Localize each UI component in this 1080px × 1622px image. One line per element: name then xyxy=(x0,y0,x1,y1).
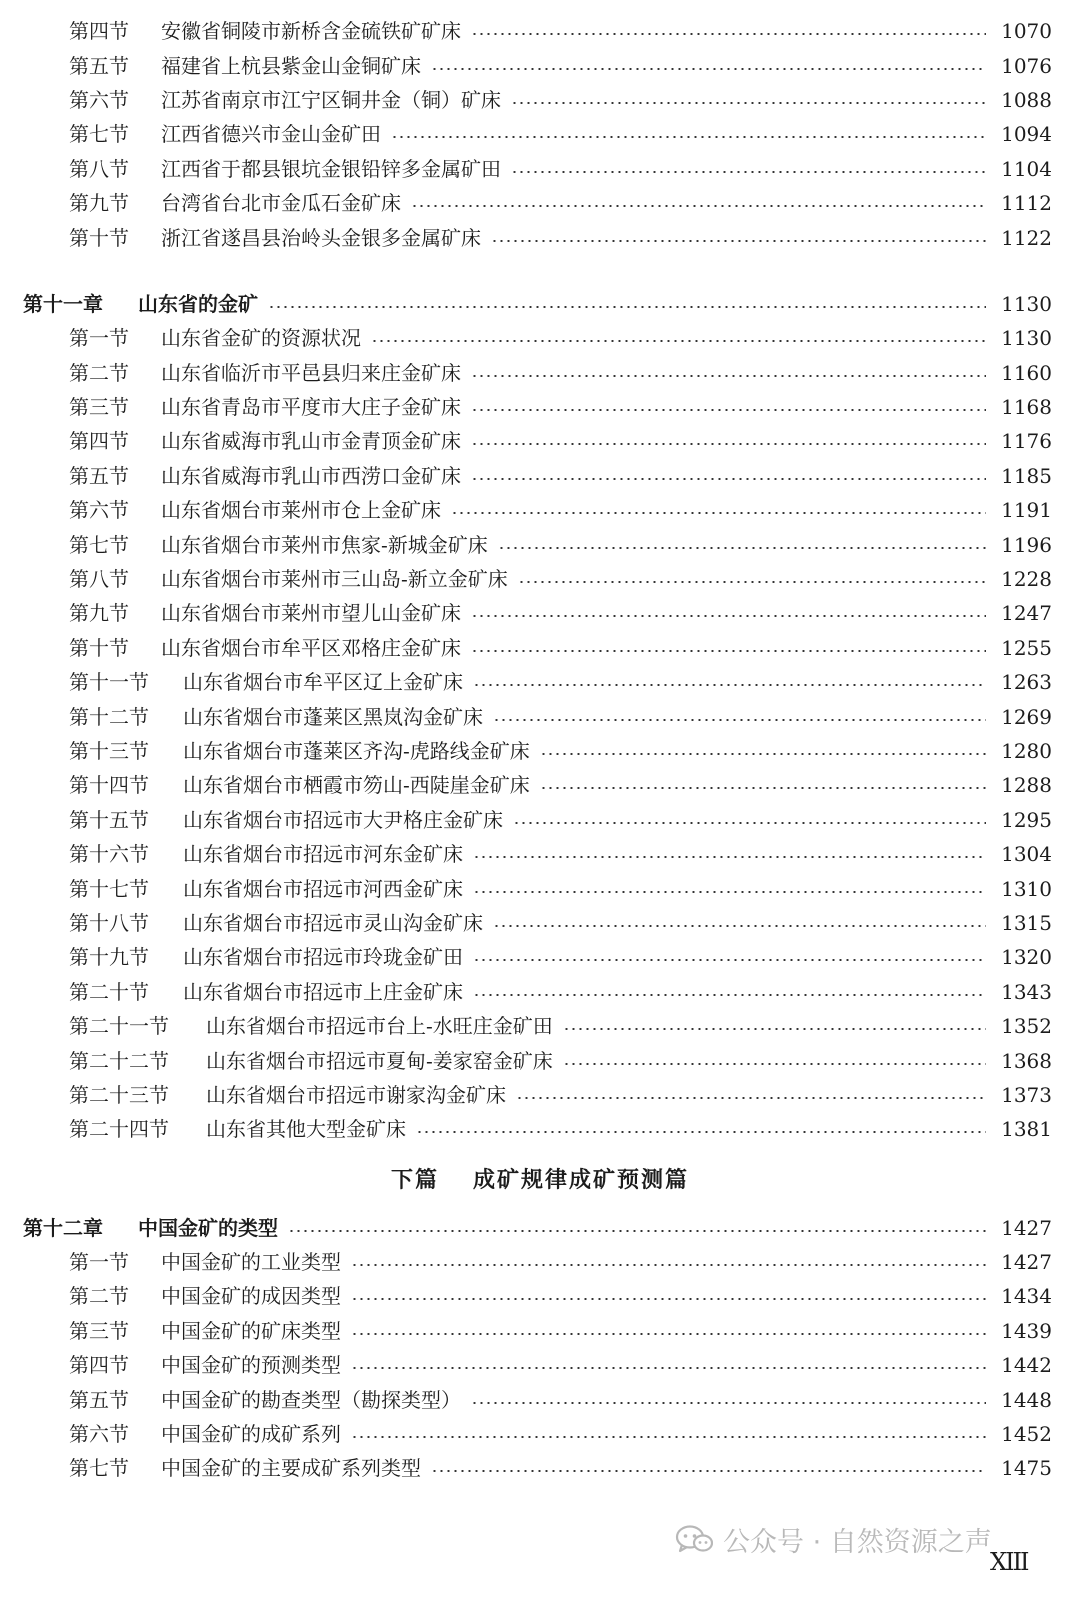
toc-entry[interactable] xyxy=(0,1279,1080,1313)
dot-leader xyxy=(411,205,986,207)
entry-title: 中国金矿的成因类型 xyxy=(161,1284,341,1309)
entry-page: 1439 xyxy=(1001,1318,1052,1343)
toc-entry[interactable] xyxy=(0,871,1080,905)
toc-entry[interactable] xyxy=(0,768,1080,802)
watermark xyxy=(675,1514,992,1564)
entry-number: 第五节 xyxy=(69,463,129,488)
chapter-title: 山东省的金矿 xyxy=(138,291,258,316)
entry-page: 1448 xyxy=(1001,1387,1052,1412)
entry-number: 第二十一节 xyxy=(69,1014,169,1039)
toc-entry[interactable] xyxy=(0,1245,1080,1279)
toc-entry[interactable] xyxy=(0,665,1080,699)
entry-title: 中国金矿的预测类型 xyxy=(161,1353,341,1378)
dot-leader xyxy=(513,822,986,824)
dot-leader xyxy=(416,1131,986,1133)
entry-number: 第七节 xyxy=(69,532,129,557)
table-of-contents xyxy=(0,14,1080,1486)
dot-leader xyxy=(351,1264,986,1266)
entry-page: 1352 xyxy=(1001,1014,1052,1039)
entry-title: 江西省德兴市金山金矿田 xyxy=(161,122,381,147)
entry-number: 第七节 xyxy=(69,122,129,147)
dot-leader xyxy=(511,102,986,104)
dot-leader xyxy=(511,171,986,173)
entry-number: 第六节 xyxy=(69,1422,129,1447)
entry-title: 山东省烟台市牟平区辽上金矿床 xyxy=(183,670,463,695)
dot-leader xyxy=(473,994,986,996)
toc-entry[interactable] xyxy=(0,1009,1080,1043)
entry-number: 第二十二节 xyxy=(69,1048,169,1073)
entry-number: 第九节 xyxy=(69,601,129,626)
toc-entry[interactable] xyxy=(0,631,1080,665)
entry-title: 山东省烟台市招远市河西金矿床 xyxy=(183,876,463,901)
entry-page: 1310 xyxy=(1001,876,1052,901)
dot-leader xyxy=(563,1028,986,1030)
entry-page: 1196 xyxy=(1001,532,1052,557)
entry-number: 第四节 xyxy=(69,429,129,454)
entry-title: 山东省烟台市招远市夏甸-姜家窑金矿床 xyxy=(206,1048,553,1073)
entry-number: 第十节 xyxy=(69,225,129,250)
entry-title: 山东省烟台市牟平区邓格庄金矿床 xyxy=(161,635,461,660)
entry-number: 第八节 xyxy=(69,156,129,181)
toc-entry[interactable] xyxy=(0,1078,1080,1112)
dot-leader xyxy=(471,650,986,652)
dot-leader xyxy=(431,1470,986,1472)
entry-page: 1434 xyxy=(1001,1284,1052,1309)
toc-entry[interactable] xyxy=(0,152,1080,186)
entry-number: 第四节 xyxy=(69,19,129,44)
entry-title: 浙江省遂昌县治岭头金银多金属矿床 xyxy=(161,225,481,250)
entry-number: 第十六节 xyxy=(69,842,149,867)
entry-title: 山东省烟台市招远市上庄金矿床 xyxy=(183,979,463,1004)
section-list-block5 xyxy=(0,1245,1080,1486)
entry-title: 山东省威海市乳山市西涝口金矿床 xyxy=(161,463,461,488)
toc-entry[interactable] xyxy=(0,493,1080,527)
entry-page: 1427 xyxy=(1001,1250,1052,1275)
entry-title: 山东省金矿的资源状况 xyxy=(161,326,361,351)
toc-entry[interactable] xyxy=(0,1417,1080,1451)
entry-title: 山东省烟台市蓬莱区齐沟-虎路线金矿床 xyxy=(183,739,530,763)
toc-entry[interactable] xyxy=(0,117,1080,151)
dot-leader xyxy=(493,925,986,927)
entry-number: 第三节 xyxy=(69,395,129,420)
entry-page: 1176 xyxy=(1001,429,1052,454)
entry-page: 1088 xyxy=(1001,87,1052,112)
dot-leader xyxy=(471,443,986,445)
entry-title: 江苏省南京市江宁区铜井金（铜）矿床 xyxy=(161,87,501,112)
toc-entry[interactable] xyxy=(0,1043,1080,1077)
toc-entry[interactable] xyxy=(0,1348,1080,1382)
dot-leader xyxy=(516,1097,986,1099)
entry-number: 第十七节 xyxy=(69,876,149,901)
entry-number: 第十八节 xyxy=(69,910,149,935)
page-number: XIII xyxy=(990,1548,1028,1576)
entry-number: 第二十四节 xyxy=(69,1117,169,1142)
entry-title: 中国金矿的矿床类型 xyxy=(161,1318,341,1343)
toc-entry[interactable] xyxy=(0,1314,1080,1348)
toc-entry[interactable] xyxy=(0,14,1080,48)
entry-title: 山东省烟台市莱州市仓上金矿床 xyxy=(161,498,441,523)
dot-leader xyxy=(371,340,986,342)
dot-leader xyxy=(473,684,986,686)
entry-page: 1373 xyxy=(1001,1082,1052,1107)
entry-number: 第十五节 xyxy=(69,807,149,832)
entry-page: 1368 xyxy=(1001,1048,1052,1073)
chapter-title: 中国金矿的类型 xyxy=(138,1215,278,1240)
entry-page: 1112 xyxy=(1001,191,1052,216)
entry-title: 山东省其他大型金矿床 xyxy=(206,1117,406,1142)
section-list-block3 xyxy=(0,665,1080,1009)
toc-entry[interactable] xyxy=(0,596,1080,630)
section-list-block1 xyxy=(0,14,1080,255)
entry-number: 第一节 xyxy=(69,326,129,351)
entry-title: 山东省烟台市招远市灵山沟金矿床 xyxy=(183,910,483,935)
entry-title: 山东省烟台市莱州市焦家-新城金矿床 xyxy=(161,532,488,557)
dot-leader xyxy=(518,581,986,583)
entry-number: 第二十三节 xyxy=(69,1082,169,1107)
dot-leader xyxy=(540,787,986,789)
entry-title: 山东省烟台市招远市河东金矿床 xyxy=(183,842,463,867)
toc-entry[interactable] xyxy=(0,83,1080,117)
chapter-page: 1427 xyxy=(1001,1215,1052,1240)
entry-number: 第十二节 xyxy=(69,704,149,729)
dot-leader xyxy=(288,1230,986,1232)
dot-leader xyxy=(498,547,986,549)
entry-number: 第四节 xyxy=(69,1353,129,1378)
section-list-block4 xyxy=(0,1009,1080,1147)
toc-entry[interactable] xyxy=(0,837,1080,871)
dot-leader xyxy=(471,33,986,35)
entry-title: 山东省威海市乳山市金青顶金矿床 xyxy=(161,429,461,454)
entry-title: 山东省烟台市招远市谢家沟金矿床 xyxy=(206,1082,506,1107)
chapter-number: 第十二章 xyxy=(23,1215,103,1240)
dot-leader xyxy=(471,1402,986,1404)
dot-leader xyxy=(351,1298,986,1300)
toc-entry[interactable] xyxy=(0,186,1080,220)
entry-page: 1076 xyxy=(1001,53,1052,78)
dot-leader xyxy=(493,719,986,721)
entry-page: 1381 xyxy=(1001,1117,1052,1142)
toc-entry[interactable] xyxy=(0,390,1080,424)
entry-page: 1280 xyxy=(1001,739,1052,763)
entry-page: 1288 xyxy=(1001,773,1052,798)
dot-leader xyxy=(471,375,986,377)
toc-entry[interactable] xyxy=(0,220,1080,254)
entry-number: 第六节 xyxy=(69,498,129,523)
entry-page: 1343 xyxy=(1001,979,1052,1004)
entry-page: 1269 xyxy=(1001,704,1052,729)
entry-page: 1122 xyxy=(1001,225,1052,250)
entry-number: 第五节 xyxy=(69,53,129,78)
toc-entry[interactable] xyxy=(0,1382,1080,1416)
spacer xyxy=(0,255,1080,287)
entry-title: 中国金矿的主要成矿系列类型 xyxy=(161,1456,421,1481)
dot-leader xyxy=(563,1063,986,1065)
entry-title: 中国金矿的勘查类型（勘探类型） xyxy=(161,1387,461,1412)
entry-number: 第十三节 xyxy=(69,739,149,763)
entry-number: 第七节 xyxy=(69,1456,129,1481)
dot-leader xyxy=(431,68,986,70)
dot-leader xyxy=(391,136,986,138)
entry-title: 山东省烟台市招远市台上-水旺庄金矿田 xyxy=(206,1014,553,1039)
part-label: 下篇 xyxy=(390,1167,439,1193)
dot-leader xyxy=(351,1333,986,1335)
entry-title: 山东省青岛市平度市大庄子金矿床 xyxy=(161,395,461,420)
part-heading xyxy=(0,1147,1080,1211)
chapter-number: 第十一章 xyxy=(23,291,103,316)
section-list-block2 xyxy=(0,321,1080,665)
wechat-icon xyxy=(675,1524,713,1554)
toc-entry[interactable] xyxy=(0,321,1080,355)
entry-number: 第五节 xyxy=(69,1387,129,1412)
entry-page: 1185 xyxy=(1001,463,1052,488)
toc-entry[interactable] xyxy=(0,940,1080,974)
entry-title: 山东省烟台市莱州市望儿山金矿床 xyxy=(161,601,461,626)
chapter-page: 1130 xyxy=(1001,291,1052,316)
entry-page: 1130 xyxy=(1001,326,1052,351)
entry-page: 1247 xyxy=(1001,601,1052,626)
entry-number: 第二节 xyxy=(69,360,129,385)
dot-leader xyxy=(540,753,986,755)
entry-number: 第十节 xyxy=(69,635,129,660)
chapter-entry-12[interactable] xyxy=(0,1211,1080,1245)
entry-page: 1320 xyxy=(1001,945,1052,970)
entry-number: 第十九节 xyxy=(69,945,149,970)
entry-page: 1315 xyxy=(1001,910,1052,935)
part-title: 成矿规律成矿预测篇 xyxy=(473,1167,690,1193)
entry-title: 中国金矿的成矿系列 xyxy=(161,1422,341,1447)
entry-page: 1255 xyxy=(1001,635,1052,660)
toc-entry[interactable] xyxy=(0,906,1080,940)
entry-title: 山东省烟台市招远市玲珑金矿田 xyxy=(183,945,463,970)
toc-entry[interactable] xyxy=(0,1451,1080,1485)
entry-page: 1295 xyxy=(1001,807,1052,832)
entry-title: 山东省烟台市莱州市三山岛-新立金矿床 xyxy=(161,567,508,592)
entry-number: 第二节 xyxy=(69,1284,129,1309)
entry-number: 第八节 xyxy=(69,567,129,592)
entry-page: 1160 xyxy=(1001,360,1052,385)
toc-entry[interactable] xyxy=(0,734,1080,768)
dot-leader xyxy=(473,959,986,961)
dot-leader xyxy=(351,1367,986,1369)
entry-number: 第十四节 xyxy=(69,773,149,798)
toc-entry[interactable] xyxy=(0,356,1080,390)
toc-entry[interactable] xyxy=(0,699,1080,733)
entry-number: 第二十节 xyxy=(69,979,149,1004)
entry-page: 1452 xyxy=(1001,1422,1052,1447)
dot-leader xyxy=(471,409,986,411)
dot-leader xyxy=(491,240,986,242)
entry-title: 江西省于都县银坑金银铅锌多金属矿田 xyxy=(161,156,501,181)
entry-number: 第三节 xyxy=(69,1318,129,1343)
toc-entry[interactable] xyxy=(0,459,1080,493)
watermark-text: 公众号 · 自然资源之声 xyxy=(723,1526,992,1558)
entry-title: 山东省烟台市招远市大尹格庄金矿床 xyxy=(183,807,503,832)
entry-page: 1191 xyxy=(1001,498,1052,523)
entry-page: 1228 xyxy=(1001,567,1052,592)
toc-entry[interactable] xyxy=(0,803,1080,837)
entry-title: 福建省上杭县紫金山金铜矿床 xyxy=(161,53,421,78)
dot-leader xyxy=(351,1436,986,1438)
toc-entry[interactable] xyxy=(0,975,1080,1009)
entry-page: 1304 xyxy=(1001,842,1052,867)
entry-page: 1263 xyxy=(1001,670,1052,695)
entry-title: 台湾省台北市金瓜石金矿床 xyxy=(161,191,401,216)
entry-title: 山东省烟台市蓬莱区黑岚沟金矿床 xyxy=(183,704,483,729)
entry-number: 第六节 xyxy=(69,87,129,112)
entry-number: 第十一节 xyxy=(69,670,149,695)
entry-number: 第九节 xyxy=(69,191,129,216)
dot-leader xyxy=(268,306,986,308)
entry-page: 1168 xyxy=(1001,395,1052,420)
dot-leader xyxy=(471,615,986,617)
toc-entry[interactable] xyxy=(0,48,1080,82)
entry-page: 1070 xyxy=(1001,19,1052,44)
entry-title: 安徽省铜陵市新桥含金硫铁矿矿床 xyxy=(161,19,461,44)
toc-entry[interactable] xyxy=(0,1112,1080,1146)
entry-number: 第一节 xyxy=(69,1250,129,1275)
entry-page: 1094 xyxy=(1001,122,1052,147)
entry-page: 1442 xyxy=(1001,1353,1052,1378)
toc-entry[interactable] xyxy=(0,424,1080,458)
chapter-entry-11[interactable] xyxy=(0,287,1080,321)
dot-leader xyxy=(473,891,986,893)
entry-page: 1475 xyxy=(1001,1456,1052,1481)
dot-leader xyxy=(473,856,986,858)
toc-entry[interactable] xyxy=(0,562,1080,596)
entry-page: 1104 xyxy=(1001,156,1052,181)
entry-title: 山东省临沂市平邑县归来庄金矿床 xyxy=(161,360,461,385)
toc-entry[interactable] xyxy=(0,527,1080,561)
dot-leader xyxy=(451,512,986,514)
dot-leader xyxy=(471,478,986,480)
entry-title: 山东省烟台市栖霞市笏山-西陡崖金矿床 xyxy=(183,773,530,798)
entry-title: 中国金矿的工业类型 xyxy=(161,1250,341,1275)
